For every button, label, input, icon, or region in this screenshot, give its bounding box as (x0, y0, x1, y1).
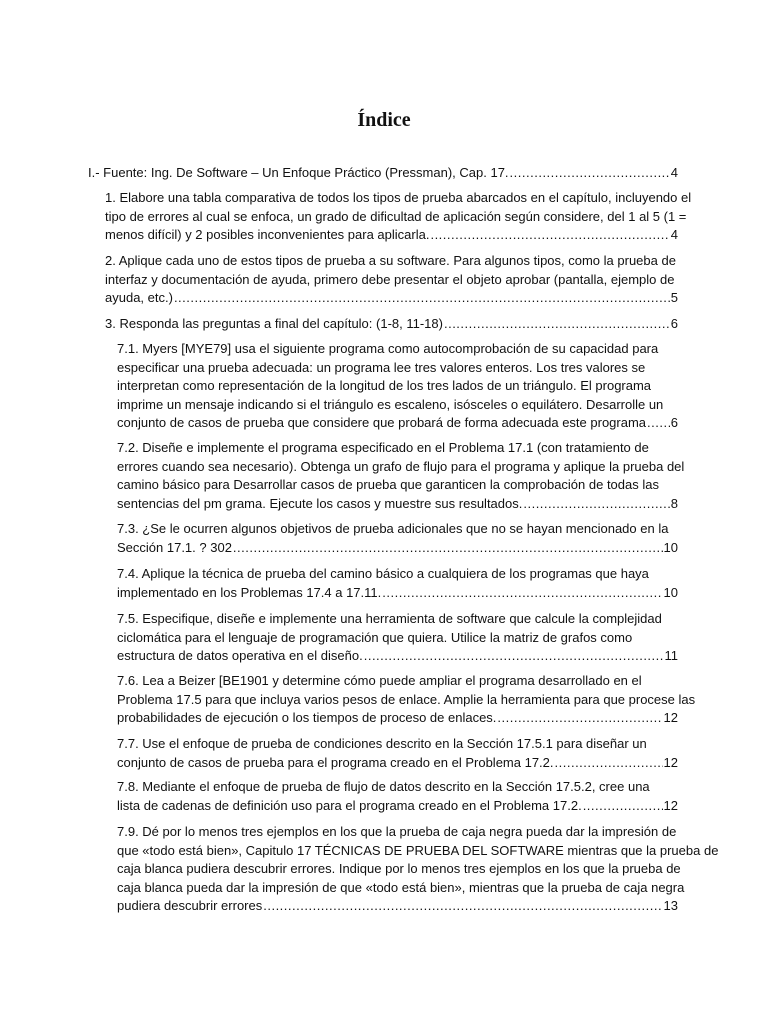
toc-page-number: 11 (664, 648, 678, 663)
toc-entry-last-line (117, 709, 678, 728)
toc-entry-text: conjunto de casos de prueba que considere que probará de forma adecuada este programa (117, 415, 647, 430)
toc-entry[interactable] (117, 823, 719, 916)
toc-entry[interactable] (117, 778, 678, 815)
toc-entry-last-line (117, 414, 678, 433)
toc-entry-line: tipo de errores al cual se enfoca, un grado de dificultad de aplicación según considere, del 1 al 5 (1 = (105, 208, 687, 224)
toc-entry-line: 7.4. Aplique la técnica de prueba del camino básico a cualquiera de los programas que haya (117, 566, 649, 581)
toc-entry[interactable] (117, 520, 678, 557)
toc-entry-text: 3. Responda las preguntas a final del capítulo: (1-8, 11-18) (105, 316, 443, 331)
toc-entry[interactable] (117, 735, 678, 772)
toc-entry-line: 7.2. Diseñe e implemente el programa especificado en el Problema 17.1 (con tratamiento de (117, 440, 649, 455)
dot-leader (263, 897, 662, 916)
toc-entry[interactable] (105, 252, 678, 308)
dot-leader (497, 709, 662, 728)
toc-entry-last-line (105, 315, 678, 334)
toc-entry[interactable] (117, 610, 678, 666)
toc-entry-last-line (117, 647, 678, 666)
toc-entry[interactable] (117, 672, 696, 728)
dot-leader (174, 289, 670, 308)
toc-entry-line: 7.5. Especifique, diseñe e implemente una herramienta de software que calcule la complejidad (117, 611, 662, 626)
toc-entry-line: 1. Elabore una tabla comparativa de todos los tipos de prueba abarcados en el capítulo, incluyendo el (105, 190, 692, 205)
toc-entry-text: conjunto de casos de prueba para el programa creado en el Problema 17.2. (117, 754, 554, 770)
toc-entry-last-line (105, 226, 678, 245)
toc-entry-line: camino básico para Desarrollar casos de prueba que garanticen la comprobación de todas las (117, 477, 659, 492)
toc-page-number: 13 (663, 898, 678, 913)
toc-entry[interactable] (105, 315, 678, 334)
toc-entry[interactable] (117, 565, 678, 602)
dot-leader (233, 539, 663, 558)
toc-page-number: 10 (663, 539, 678, 555)
toc-entry-text: implementado en los Problemas 17.4 a 17.11. (117, 584, 382, 600)
toc-entry-line: especificar una prueba adecuada: un programa lee tres valores enteros. Los tres valores se (117, 359, 646, 375)
toc-entry-text: Sección 17.1. ? 302 (117, 539, 232, 555)
toc-entry-last-line (117, 897, 678, 916)
toc-entry-line: 7.8. Mediante el enfoque de prueba de flujo de datos descrito en la Sección 17.5.2, cree una (117, 779, 650, 794)
toc-entry-line: Problema 17.5 para que incluya varios pesos de enlace. Amplie la herramienta para que procese las (117, 691, 696, 707)
dot-leader (364, 647, 664, 666)
toc-entry-line: que «todo está bien», Capitulo 17 TÉCNICAS DE PRUEBA DEL SOFTWARE mientras que la prueba de (117, 842, 719, 858)
toc-page-number: 4 (670, 165, 678, 180)
page-title: Índice (357, 109, 411, 131)
toc-page-number: 10 (663, 584, 678, 600)
toc-entry-last-line (117, 584, 678, 603)
toc-entry-line: 2. Aplique cada uno de estos tipos de prueba a su software. Para algunos tipos, como la prueba de (105, 253, 676, 268)
toc-entry[interactable] (117, 340, 678, 433)
dot-leader (444, 315, 670, 334)
toc-entry-text: ayuda, etc.) (105, 290, 173, 305)
toc-entry-last-line (88, 164, 678, 183)
toc-entry-line: 7.1. Myers [MYE79] usa el siguiente programa como autocomprobación de su capacidad para (117, 341, 659, 356)
dot-leader (555, 754, 663, 773)
dot-leader (430, 226, 669, 245)
toc-page-number: 6 (670, 415, 678, 430)
toc-entry-line: interfaz y documentación de ayuda, primero debe presentar el objeto aprobar (pantalla, ejemplo de (105, 271, 675, 287)
toc-entry-line: 7.6. Lea a Beizer [BE1901 y determine cómo puede ampliar el programa desarrollado en el (117, 673, 642, 688)
toc-entry-line: 7.9. Dé por lo menos tres ejemplos en los que la prueba de caja negra pueda dar la impresión de (117, 824, 677, 839)
toc-entry-line: caja blanca pudiera descubrir errores. Indique por lo menos tres ejemplos en los que la prueba de (117, 861, 681, 876)
dot-leader (510, 164, 670, 183)
toc-entry-line: 7.3. ¿Se le ocurren algunos objetivos de prueba adicionales que no se hayan mencionado en la (117, 521, 669, 536)
toc-page-number: 6 (670, 316, 678, 331)
toc-page-number: 12 (663, 710, 678, 725)
toc-entry-line: errores cuando sea necesario). Obtenga un grafo de flujo para el programa y aplique la prueba del (117, 458, 685, 474)
toc-entry-line: imprime un mensaje indicando si el triángulo es escaleno, isósceles o equilátero. Desarrolle un (117, 396, 664, 412)
toc-entry-text: lista de cadenas de definición uso para el programa creado en el Problema 17.2. (117, 797, 582, 813)
toc-page-number: 12 (663, 754, 678, 770)
toc-entry-last-line (117, 539, 678, 558)
toc-page-number: 12 (663, 797, 678, 813)
dot-leader (583, 797, 663, 816)
toc-entry[interactable] (88, 164, 678, 183)
toc-entry-line: interpretan como representación de la longitud de los tres lados de un triángulo. El programa (117, 378, 652, 393)
toc-entry-text: sentencias del pm grama. Ejecute los casos y muestre sus resultados. (117, 495, 523, 511)
dot-leader (647, 414, 670, 433)
toc-entry-line: 7.7. Use el enfoque de prueba de condiciones descrito en la Sección 17.5.1 para diseñar un (117, 736, 647, 751)
toc-entry-line: ciclomática para el lenguaje de programación que quiera. Utilice la matriz de grafos como (117, 629, 633, 645)
toc-entry-text: estructura de datos operativa en el diseño. (117, 648, 363, 663)
toc-page-number: 4 (670, 227, 678, 242)
toc-entry-last-line (117, 754, 678, 773)
toc-entry-text: probabilidades de ejecución o los tiempos de proceso de enlaces. (117, 710, 497, 725)
toc-entry-line: caja blanca pueda dar la impresión de que «todo está bien», mientras que la prueba de caja negra (117, 879, 685, 895)
toc-page-number: 8 (670, 495, 678, 511)
toc-entry-text: I.- Fuente: Ing. De Software – Un Enfoque Práctico (Pressman), Cap. 17. (88, 165, 509, 180)
dot-leader (523, 495, 669, 514)
toc-entry[interactable] (117, 439, 685, 513)
dot-leader (382, 584, 662, 603)
toc-entry-last-line (117, 797, 678, 816)
toc-entry-text: menos difícil) y 2 posibles inconvenientes para aplicarla. (105, 227, 430, 242)
toc-entry-last-line (117, 495, 678, 514)
toc-page-number: 5 (670, 290, 678, 305)
toc-entry-last-line (105, 289, 678, 308)
toc-entry-text: pudiera descubrir errores (117, 898, 263, 913)
toc-entry[interactable] (105, 189, 692, 245)
